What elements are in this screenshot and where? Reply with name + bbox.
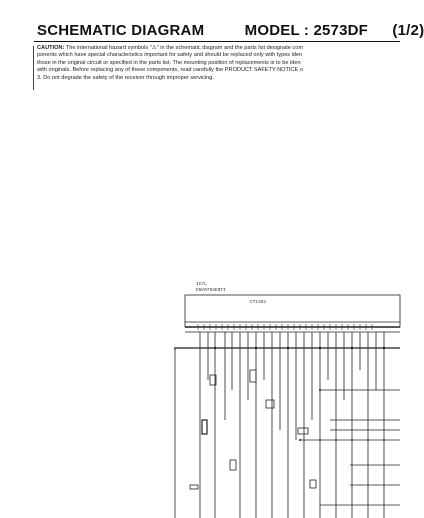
schematic-drawing: [170, 280, 400, 518]
caution-line-5: 3. Do not degrade the safety of the receiver through improper servicing.: [37, 74, 214, 81]
caution-label: CAUTION:: [37, 45, 65, 51]
page-indicator: (1/2): [392, 22, 424, 39]
ic-reference: IC7L: [196, 282, 207, 287]
caution-line-4: with originals. Before replacing any of these components, read carefully the PRODUCT SAFETY NOTICE o: [37, 67, 303, 74]
caution-notice: [37, 45, 400, 82]
page-title: SCHEMATIC DIAGRAM: [37, 22, 205, 39]
ic-part-number: ENV0702ENTI: [196, 288, 226, 293]
page-header: [37, 22, 424, 39]
header-rule: [34, 41, 400, 42]
model-number: MODEL : 2573DF: [244, 22, 369, 39]
ic-name: CT1491: [250, 300, 267, 305]
caution-line-1: CAUTION: The international hazard symbols "⚠" in the schematic diagram and the parts list designate com: [37, 45, 304, 51]
schematic-fragment: [170, 280, 400, 518]
caution-line-2: ponents which have special characteristics important for safety and should be replaced only with types iden: [37, 52, 303, 59]
caution-line-3: those in the original circuit or specified in the parts list. The mounting position of replacements is to be iden: [37, 59, 301, 66]
